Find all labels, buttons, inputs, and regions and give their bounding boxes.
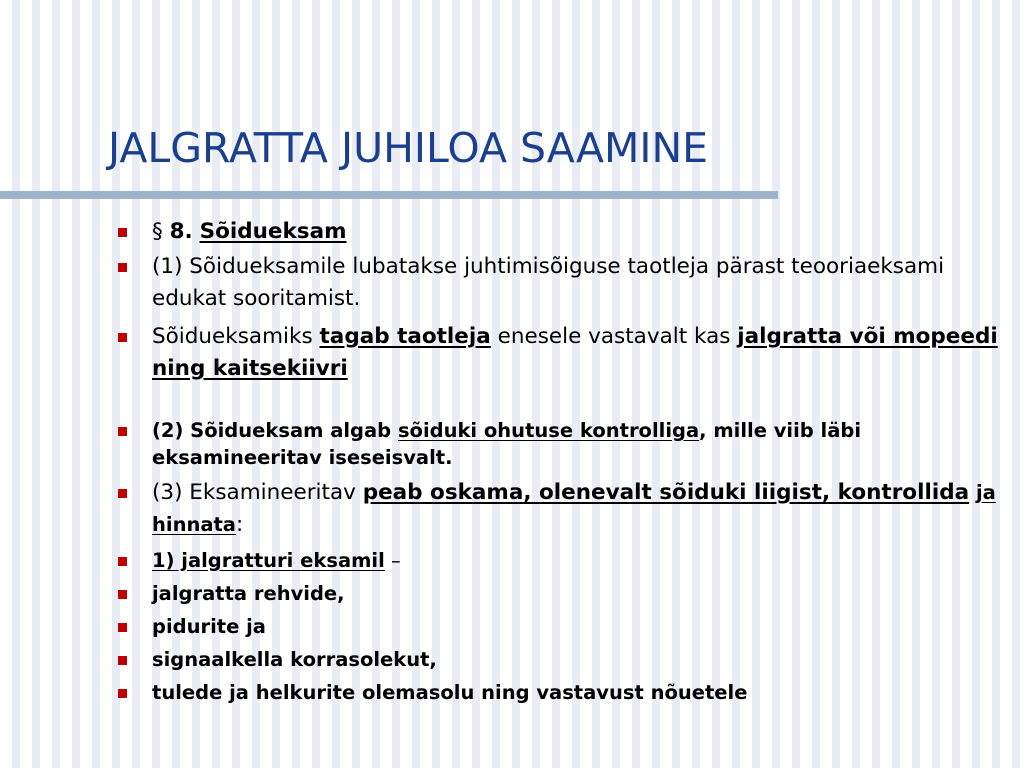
- paragraph-3-text-post: :: [235, 512, 244, 537]
- section-number: 8.: [169, 219, 193, 244]
- square-bullet-icon: [118, 333, 127, 342]
- list-item-cyclist-exam: [118, 547, 1008, 574]
- square-bullet-icon: [118, 557, 127, 566]
- section-sign: §: [152, 219, 163, 244]
- square-bullet-icon: [118, 689, 127, 698]
- square-bullet-icon: [118, 263, 127, 272]
- square-bullet-icon: [118, 656, 127, 665]
- list-item-brakes: [118, 613, 1008, 640]
- cyclist-exam-heading: 1) jalgratturi eksamil: [152, 549, 385, 572]
- list-item-section-8: [118, 216, 1008, 248]
- cyclist-exam-dash: –: [384, 549, 401, 572]
- bullet-list: [118, 216, 1008, 706]
- equipment-emphasis-1: tagab taotleja: [319, 324, 491, 349]
- paragraph-3-emphasis: peab oskama, olenevalt sõiduki liigist, kontrollida: [362, 480, 970, 505]
- tires-text: jalgratta rehvide,: [152, 582, 345, 605]
- list-item-paragraph-2: [118, 417, 1008, 471]
- slide-title: JALGRATTA JUHILOA SAAMINE: [108, 124, 709, 172]
- list-item-tires: [118, 580, 1008, 607]
- list-item-paragraph-1: [118, 251, 1008, 315]
- paragraph-2-underlined: sõiduki ohutuse kontrolliga: [397, 419, 700, 442]
- equipment-text-pre: Sõidueksamiks: [152, 324, 313, 349]
- square-bullet-icon: [118, 590, 127, 599]
- paragraph-3-text-pre: (3) Eksamineeritav: [152, 480, 356, 505]
- square-bullet-icon: [118, 427, 127, 436]
- equipment-emphasis-2: jalgratta või mopeedi ning kaitsekiivri: [152, 324, 998, 381]
- paragraph-3-emphasis-small: ja hinnata: [152, 481, 996, 536]
- square-bullet-icon: [118, 228, 127, 237]
- list-item-exam-equipment: [118, 321, 1008, 385]
- title-underline-rule: [0, 191, 778, 199]
- lights-text: tulede ja helkurite olemasolu ning vastavust nõuetele: [152, 681, 748, 704]
- paragraph-2-text-pre: (2) Sõidueksam algab: [152, 419, 392, 442]
- paragraph-2-text-post: , mille viib läbi eksamineeritav iseseisvalt.: [152, 419, 862, 469]
- list-item-bell: [118, 646, 1008, 673]
- bell-text: signaalkella korrasolekut,: [152, 648, 437, 671]
- section-heading: Sõidueksam: [199, 219, 347, 244]
- square-bullet-icon: [118, 623, 127, 632]
- equipment-text-mid: enesele vastavalt kas: [497, 324, 731, 349]
- paragraph-1-text: (1) Sõidueksamile lubatakse juhtimisõiguse taotleja pärast teooriaeksami edukat sooritamist.: [152, 254, 945, 311]
- square-bullet-icon: [118, 489, 127, 498]
- brakes-text: pidurite ja: [152, 615, 266, 638]
- list-item-paragraph-3: [118, 477, 1008, 541]
- list-item-lights: [118, 679, 1008, 706]
